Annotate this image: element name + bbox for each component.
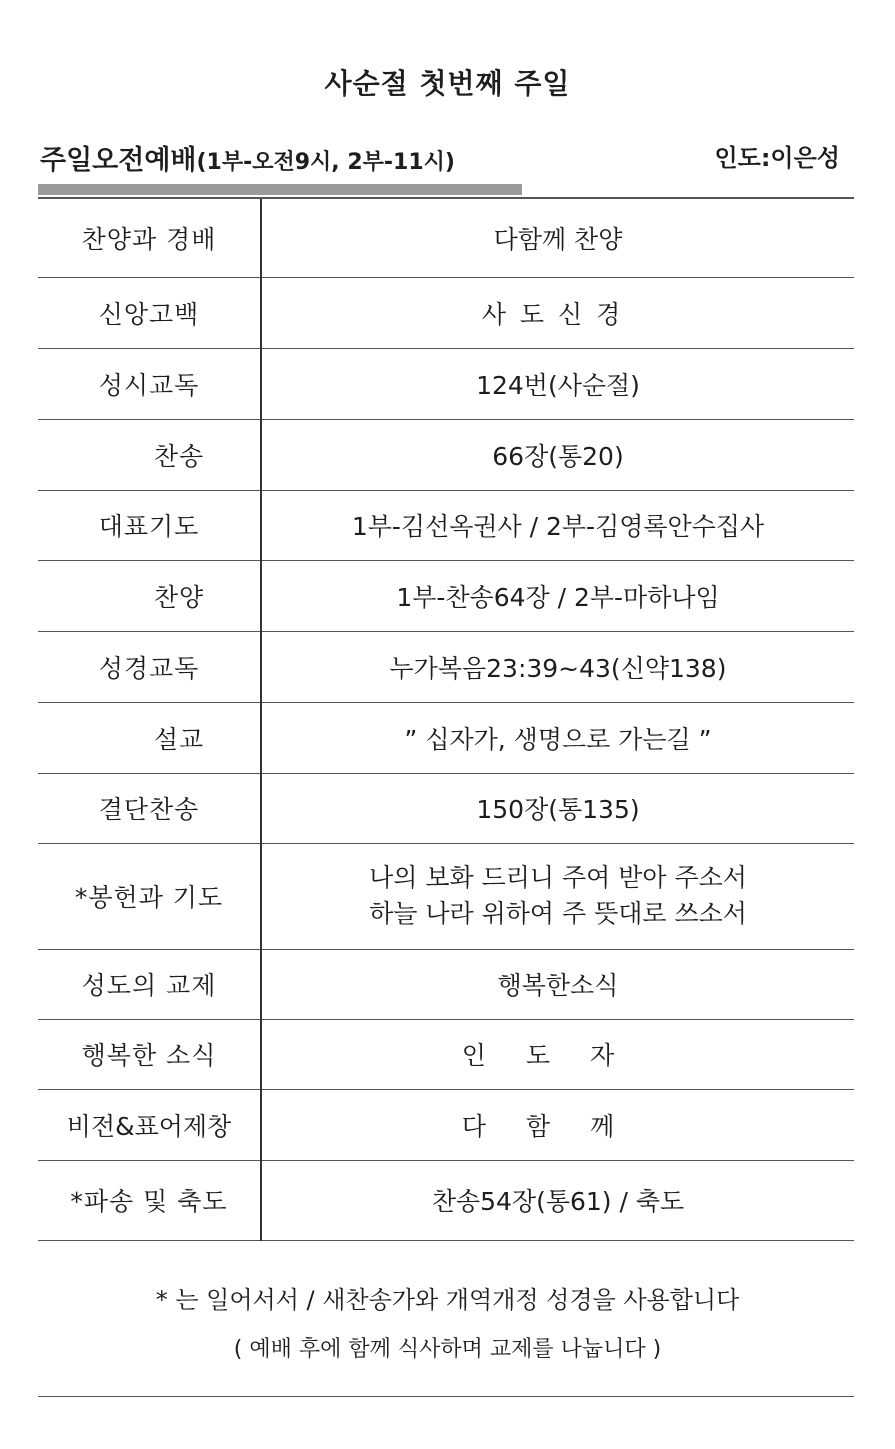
row-value: 1부-찬송64장 / 2부-마하나임 [261,560,854,631]
table-row [38,199,854,277]
fellowship-note: ( 예배 후에 함께 식사하며 교제를 나눕니다 ) [233,1337,662,1362]
table-row [38,277,854,348]
row-value: 행복한소식 [261,949,854,1019]
table-row [38,773,854,843]
table-row [38,490,854,560]
row-label: 설교 [38,702,261,773]
row-value: 인도자 [261,1019,854,1089]
table-row [38,702,854,773]
row-value: 찬송54장(통61) / 축도 [261,1160,854,1240]
row-value: 다함께 [261,1089,854,1160]
row-label: 신앙고백 [38,277,261,348]
row-value: 사도신경 [261,277,854,348]
table-row [38,1019,854,1089]
row-label: *봉헌과 기도 [38,843,261,949]
service-header [40,134,840,178]
row-value: 누가복음23:39~43(신약138) [261,631,854,702]
row-label: 대표기도 [38,490,261,560]
page-title: 사순절 첫번째 주일 [324,67,571,100]
service-title [40,138,455,177]
table-row [38,1160,854,1240]
table-row [38,419,854,490]
table-row [38,949,854,1019]
row-label: 성시교독 [38,348,261,419]
service-leader: 인도:이은성 [714,144,840,172]
row-value-line: 나의 보화 드리니 주여 받아 주소서 [369,863,747,892]
header-underline-bar [38,184,522,195]
row-value: 150장(통135) [261,773,854,843]
row-label: 찬송 [38,419,261,490]
order-of-worship-table [38,199,854,1241]
bottom-rule [38,1396,854,1397]
row-value-multiline [261,843,854,949]
row-value: 124번(사순절) [261,348,854,419]
row-value: ” 십자가, 생명으로 가는길 ” [261,702,854,773]
row-label: 비전&표어제창 [38,1089,261,1160]
standing-note: * 는 일어서서 / 새찬송가와 개역개정 성경을 사용합니다 [155,1286,740,1314]
row-label: 성경교독 [38,631,261,702]
service-name: 주일오전예배 [40,145,197,176]
row-label: 행복한 소식 [38,1019,261,1089]
row-label: 성도의 교제 [38,949,261,1019]
row-label: *파송 및 축도 [38,1160,261,1240]
table-row [38,843,854,949]
row-label: 찬양 [38,560,261,631]
table-row [38,631,854,702]
table-row [38,348,854,419]
row-value: 다함께 찬양 [261,199,854,277]
row-value: 66장(통20) [261,419,854,490]
row-value-line: 하늘 나라 위하여 주 뜻대로 쓰소서 [369,899,747,928]
row-value: 1부-김선옥권사 / 2부-김영록안수집사 [261,490,854,560]
row-label: 찬양과 경배 [38,199,261,277]
table-row [38,1089,854,1160]
table-row [38,560,854,631]
row-label: 결단찬송 [38,773,261,843]
service-times: (1부-오전9시, 2부-11시) [196,150,455,175]
